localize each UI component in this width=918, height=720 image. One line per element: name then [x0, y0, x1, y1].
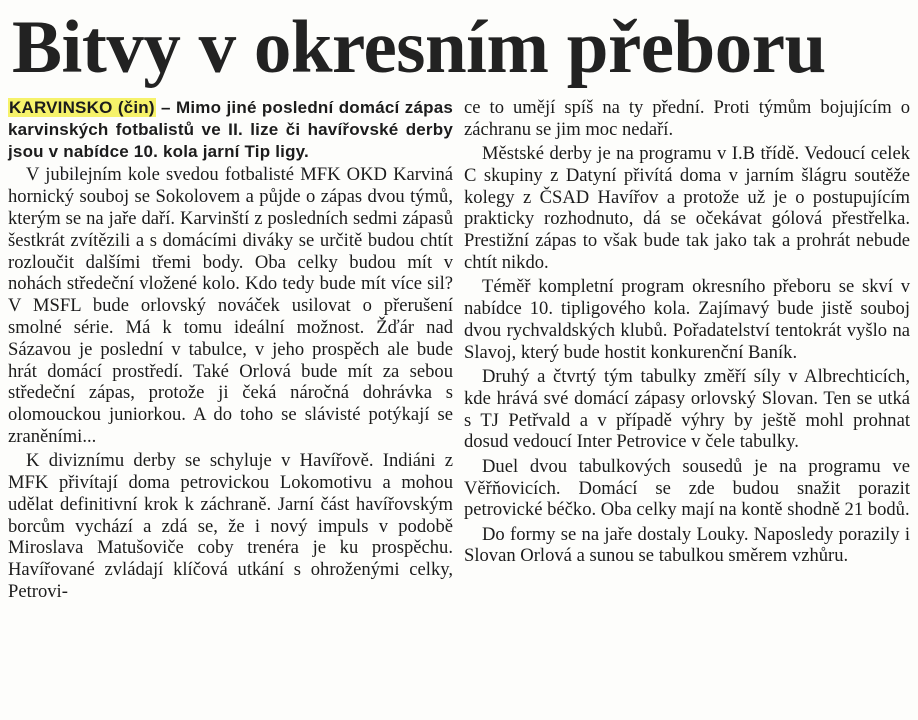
- lead-text: – Mimo jiné poslední domácí zápas karvinských fotbalistů ve II. lize či havířovské derby jsou v nabídce 10. kola jarní Tip ligy.: [8, 98, 454, 161]
- paragraph-vernovice: Duel dvou tabulkových sousedů je na programu ve Věřňovicích. Domácí se zde budou snažit porazit petrovické béčko. Oba celky mají na kontě shodně 21 bodů.: [464, 455, 910, 521]
- article-column-right: [464, 97, 910, 570]
- paragraph-havirov-derby: K diviznímu derby se schyluje v Havířově. Indiáni z MFK přivítají doma petrovickou Lokomotivu a mohou udělat definitivní krok k záchraně. Jarní část havířovským borcům vychází a zdá se, že i nový impuls v podobě Miroslava Matušoviče coby trenéra je ku prospěchu. Havířované zvládají klíčová utkání s ohroženými celky, Petrovi-: [8, 450, 453, 603]
- article-lead: [8, 97, 453, 162]
- paragraph-datyne-derby: Městské derby je na programu v I.B třídě. Vedoucí celek C skupiny z Datyní přivítá doma v jarním šlágru soutěže kolegy z ČSAD Havířov a protože už je o postupujícím prakticky rozhodnuto, dá se očekávat gólová přestřelka. Prestižní zápas to však bude tak jako tak a prohrát nebude chtít nikdo.: [464, 143, 910, 274]
- article-headline: Bitvy v okresním přeboru: [12, 6, 826, 89]
- paragraph-albrechtice: Druhý a čtvrtý tým tabulky změří síly v Albrechticích, kde hrává své domácí zápasy orlovský Slovan. Ten se utká s TJ Petřvald a v případě výhry by ještě mohl prohnat dosud vedoucí Inter Petrovice v čele tabulky.: [464, 366, 910, 453]
- paragraph-karvina: V jubilejním kole svedou fotbalisté MFK OKD Karviná hornický souboj se Sokolovem a půjde o zápas dvou týmů, kterým se na jaře daří. Karvinští z posledních sedmi zápasů šestkrát zvítězili a s domácími diváky se určitě budou chtít rozloučit dalšími třemi body. Oba celky budou mít v nohách středeční vložené kolo. Kdo tedy bude mít více sil? V MSFL bude orlovský nováček usilovat o přerušení smolné série. Má k tomu ideální možnost. Žďár nad Sázavou je poslední v tabulce, v jeho prospěch ale bude hrát domácí prostředí. Také Orlová bude mít za sebou středeční zápas, protože ji čeká náročná dohrávka s olomouckou juniorkou. A do toho se slávisté potýkají se zraněními...: [8, 164, 453, 447]
- dateline-highlight: KARVINSKO (čin): [9, 98, 155, 117]
- paragraph-continuation: ce to umějí spíš na ty přední. Proti týmům bojujícím o záchranu se jim moc nedaří.: [464, 97, 910, 140]
- article-column-left: [8, 97, 453, 605]
- paragraph-okresni-prebor: Téměř kompletní program okresního přeboru se skví v nabídce 10. tipligového kola. Zajímavý bude jistě souboj dvou rychvaldských klubů. Pořadatelství tentokrát vyšlo na Slavoj, který bude hostit konkurenční Baník.: [464, 276, 910, 363]
- paragraph-louky: Do formy se na jaře dostaly Louky. Naposledy porazily i Slovan Orlová a sunou se tabulkou směrem vzhůru.: [464, 523, 910, 567]
